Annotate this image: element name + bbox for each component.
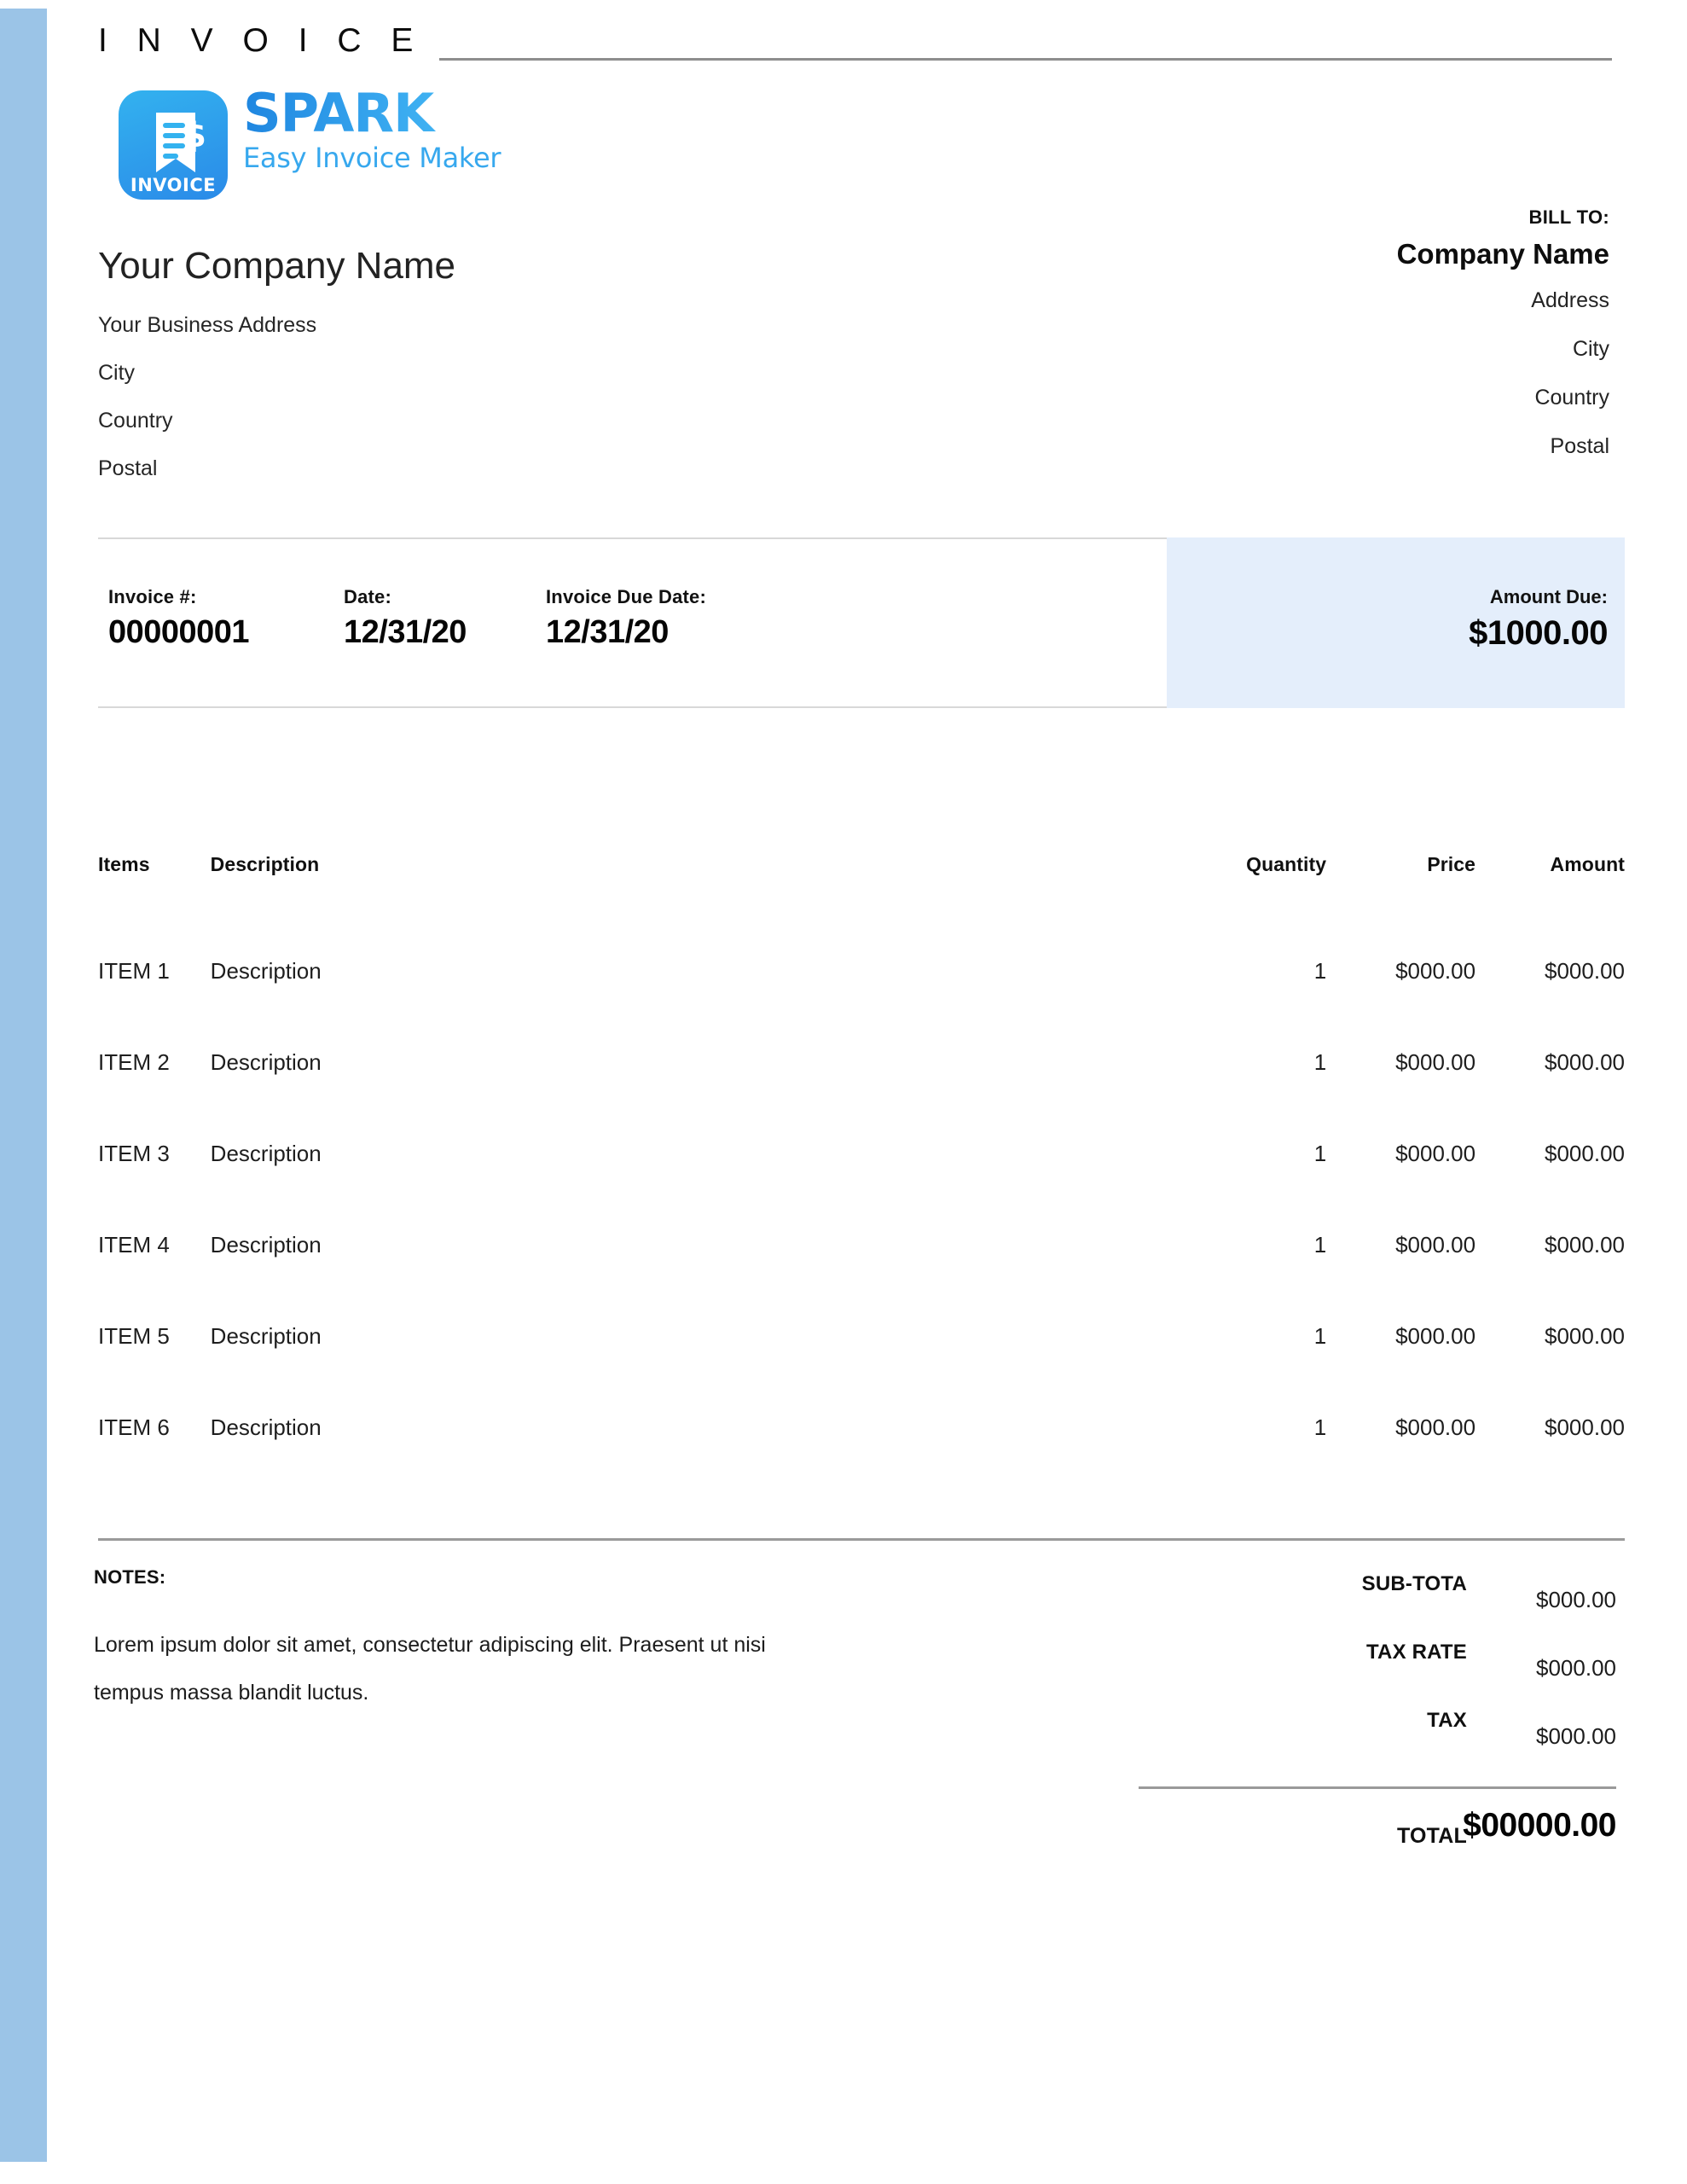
notes-label: NOTES: [94,1566,166,1588]
table-row [98,1017,1625,1108]
brand-name: SPARK [243,85,533,142]
items-table-head [98,853,1625,926]
cell-amount: $000.00 [1545,1049,1625,1075]
brand-logo [102,82,529,195]
cell-item: ITEM 2 [98,1049,170,1075]
table-header-row [98,853,1625,926]
invoice-number-label: Invoice #: [108,586,197,607]
cell-quantity: 1 [1313,1232,1327,1258]
invoice-due-date-label: Invoice Due Date: [546,586,707,607]
totals-divider [98,1538,1625,1541]
column-header-items: Items [98,853,150,875]
subtotal-label: SUB-TOTA [1361,1572,1467,1595]
invoice-number-field [108,584,249,654]
bill-to-company-name: Company Name [1396,238,1609,270]
header-divider [439,58,1612,61]
cell-item: ITEM 5 [98,1323,170,1349]
invoice-content [94,0,1625,2184]
amount-due-value: $1000.00 [1469,614,1608,652]
cell-price: $000.00 [1395,1049,1476,1075]
invoice-number-value: 00000001 [108,614,250,650]
invoice-date-label: Date: [344,586,392,607]
cell-item: ITEM 4 [98,1232,170,1258]
cell-quantity: 1 [1313,1141,1327,1166]
table-row [98,1291,1625,1382]
invoice-due-date-field [546,584,706,654]
bill-to-city: City [1572,337,1609,361]
cell-item: ITEM 6 [98,1414,170,1440]
cell-description: Description [210,1141,322,1166]
bill-to-country: Country [1534,386,1609,410]
tax-value: $000.00 [1536,1723,1616,1749]
invoice-date-value: 12/31/20 [344,614,467,650]
grand-total-divider [1139,1786,1616,1789]
amount-due-inner [1469,584,1608,656]
cell-price: $000.00 [1395,958,1476,984]
items-table-body [98,926,1625,1473]
cell-description: Description [210,1049,322,1075]
table-row [98,1108,1625,1199]
cell-description: Description [210,1323,322,1349]
sender-postal: Postal [98,456,158,480]
items-table [98,853,1625,1473]
bill-to-label: BILL TO: [1528,206,1609,228]
document-header [98,20,1625,72]
meta-fields [98,537,1167,708]
table-row [98,1199,1625,1291]
invoice-date-field [344,584,467,654]
amount-due-label: Amount Due: [1489,586,1608,607]
cell-amount: $000.00 [1545,1323,1625,1349]
bill-to-address: Address [1531,288,1609,312]
totals-block [1139,1570,1616,1862]
sender-block [98,241,866,492]
tax-rate-label: TAX RATE [1365,1641,1467,1664]
subtotal-row [1139,1570,1616,1638]
bill-to-postal: Postal [1550,434,1609,458]
sender-city: City [98,361,136,385]
svg-text:INVOICE: INVOICE [130,175,217,195]
tax-label: TAX [1427,1709,1467,1732]
cell-price: $000.00 [1395,1141,1476,1166]
grand-total-value: $00000.00 [1463,1807,1616,1844]
grand-total-label: TOTAL [1396,1824,1467,1848]
tax-rate-row [1139,1638,1616,1706]
invoice-due-date-value: 12/31/20 [546,614,669,650]
line-items-table [98,853,1625,1473]
page-title: I N V O I C E [98,22,424,59]
column-header-description: Description [210,853,320,875]
bill-to-block [1012,203,1609,471]
cell-description: Description [210,958,322,984]
cell-price: $000.00 [1395,1232,1476,1258]
cell-item: ITEM 1 [98,958,170,984]
notes-block [94,1563,819,1716]
invoice-document-dollar-icon [119,90,228,200]
cell-quantity: 1 [1313,1049,1327,1075]
left-accent-bar [0,9,47,2162]
subtotal-value: $000.00 [1536,1587,1616,1612]
cell-quantity: 1 [1313,1414,1327,1440]
tax-rate-value: $000.00 [1536,1655,1616,1681]
brand-wordmark [243,82,533,174]
cell-description: Description [210,1414,322,1440]
cell-amount: $000.00 [1545,1141,1625,1166]
cell-amount: $000.00 [1545,1414,1625,1440]
cell-description: Description [210,1232,322,1258]
cell-amount: $000.00 [1545,1232,1625,1258]
grand-total-row [1139,1807,1616,1862]
column-header-quantity: Quantity [1246,853,1327,875]
sender-address: Your Business Address [98,313,317,337]
cell-price: $000.00 [1395,1414,1476,1440]
cell-quantity: 1 [1313,1323,1327,1349]
tax-row [1139,1706,1616,1774]
cell-amount: $000.00 [1545,958,1625,984]
cell-price: $000.00 [1395,1323,1476,1349]
cell-item: ITEM 3 [98,1141,170,1166]
column-header-price: Price [1427,853,1476,875]
sender-country: Country [98,409,173,433]
sender-company-name: Your Company Name [98,245,456,287]
column-header-amount: Amount [1550,853,1625,875]
notes-text: Lorem ipsum dolor sit amet, consectetur adipiscing elit. Praesent ut nisi tempus massa blandit luctus. [94,1633,766,1705]
table-row [98,926,1625,1017]
cell-quantity: 1 [1313,958,1327,984]
brand-tagline: Easy Invoice Maker [243,142,501,174]
amount-due-box [1167,537,1625,708]
table-row [98,1382,1625,1473]
invoice-meta-strip [98,537,1625,708]
svg-text:$: $ [183,116,206,155]
